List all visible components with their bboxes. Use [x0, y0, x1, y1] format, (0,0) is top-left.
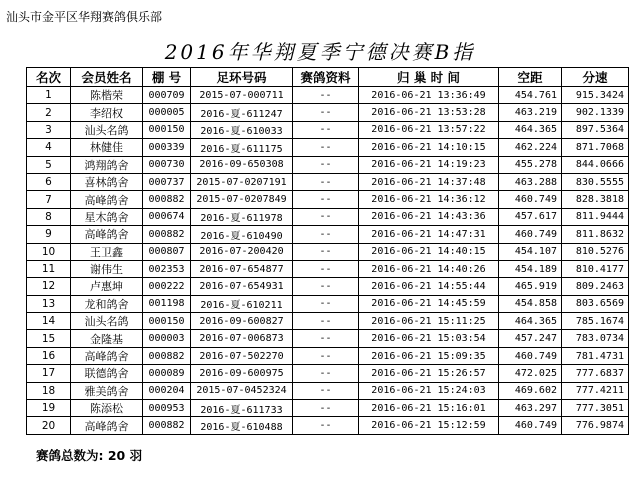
- member-cell: 喜林鸽舍: [71, 173, 143, 190]
- distance-cell: 454.761: [499, 87, 562, 104]
- loft-cell: 000339: [143, 139, 191, 156]
- loft-cell: 002353: [143, 260, 191, 277]
- loft-cell: 000222: [143, 278, 191, 295]
- speed-cell: 810.4177: [562, 260, 629, 277]
- loft-cell: 000807: [143, 243, 191, 260]
- table-row: [27, 260, 629, 277]
- member-cell: 汕头名鸽: [71, 313, 143, 330]
- arrival-cell: 2016-06-21 15:03:54: [359, 330, 499, 347]
- member-cell: 陈楷荣: [71, 87, 143, 104]
- speed-cell: 777.6837: [562, 365, 629, 382]
- member-cell: 雅美鸽舍: [71, 382, 143, 399]
- loft-cell: 000882: [143, 417, 191, 434]
- distance-cell: 454.189: [499, 260, 562, 277]
- arrival-cell: 2016-06-21 15:12:59: [359, 417, 499, 434]
- col-header-arrival: 归 巢 时 间: [359, 68, 499, 87]
- table-row: [27, 208, 629, 225]
- table-row: [27, 139, 629, 156]
- rank-cell: 5: [27, 156, 71, 173]
- ring-cell: 2016-夏-611175: [191, 139, 293, 156]
- arrival-cell: 2016-06-21 13:57:22: [359, 121, 499, 138]
- ring-cell: 2016-07-654931: [191, 278, 293, 295]
- arrival-cell: 2016-06-21 14:55:44: [359, 278, 499, 295]
- info-cell: --: [293, 400, 359, 417]
- table-row: [27, 226, 629, 243]
- rank-cell: 20: [27, 417, 71, 434]
- speed-cell: 897.5364: [562, 121, 629, 138]
- col-header-speed: 分速: [562, 68, 629, 87]
- member-cell: 汕头名鸽: [71, 121, 143, 138]
- ring-cell: 2016-夏-610490: [191, 226, 293, 243]
- ring-cell: 2015-07-0452324: [191, 382, 293, 399]
- arrival-cell: 2016-06-21 13:53:28: [359, 104, 499, 121]
- results-table: [26, 67, 629, 435]
- member-cell: 高峰鸽舍: [71, 417, 143, 434]
- info-cell: --: [293, 295, 359, 312]
- arrival-cell: 2016-06-21 15:09:35: [359, 347, 499, 364]
- distance-cell: 464.365: [499, 313, 562, 330]
- member-cell: 鸿翔鸽舍: [71, 156, 143, 173]
- info-cell: --: [293, 173, 359, 190]
- ring-cell: 2016-夏-611978: [191, 208, 293, 225]
- distance-cell: 460.749: [499, 226, 562, 243]
- speed-cell: 871.7068: [562, 139, 629, 156]
- arrival-cell: 2016-06-21 15:16:01: [359, 400, 499, 417]
- table-row: [27, 365, 629, 382]
- rank-cell: 9: [27, 226, 71, 243]
- arrival-cell: 2016-06-21 14:43:36: [359, 208, 499, 225]
- arrival-cell: 2016-06-21 13:36:49: [359, 87, 499, 104]
- loft-cell: 000882: [143, 191, 191, 208]
- speed-cell: 844.0666: [562, 156, 629, 173]
- loft-cell: 000005: [143, 104, 191, 121]
- results-body: [27, 87, 629, 435]
- speed-cell: 810.5276: [562, 243, 629, 260]
- distance-cell: 460.749: [499, 347, 562, 364]
- speed-cell: 828.3818: [562, 191, 629, 208]
- member-cell: 陈添松: [71, 400, 143, 417]
- distance-cell: 457.247: [499, 330, 562, 347]
- col-header-rank: 名次: [27, 68, 71, 87]
- member-cell: 星木鸽舍: [71, 208, 143, 225]
- distance-cell: 463.288: [499, 173, 562, 190]
- info-cell: --: [293, 347, 359, 364]
- ring-cell: 2016-夏-610211: [191, 295, 293, 312]
- ring-cell: 2016-09-600827: [191, 313, 293, 330]
- col-header-member: 会员姓名: [71, 68, 143, 87]
- distance-cell: 462.224: [499, 139, 562, 156]
- speed-cell: 830.5555: [562, 173, 629, 190]
- loft-cell: 000674: [143, 208, 191, 225]
- ring-cell: 2016-09-650308: [191, 156, 293, 173]
- speed-cell: 777.3051: [562, 400, 629, 417]
- info-cell: --: [293, 226, 359, 243]
- distance-cell: 454.858: [499, 295, 562, 312]
- table-row: [27, 278, 629, 295]
- loft-cell: 000204: [143, 382, 191, 399]
- speed-cell: 781.4731: [562, 347, 629, 364]
- arrival-cell: 2016-06-21 14:10:15: [359, 139, 499, 156]
- rank-cell: 15: [27, 330, 71, 347]
- info-cell: --: [293, 121, 359, 138]
- col-header-ring: 足环号码: [191, 68, 293, 87]
- arrival-cell: 2016-06-21 15:26:57: [359, 365, 499, 382]
- distance-cell: 463.219: [499, 104, 562, 121]
- distance-cell: 454.107: [499, 243, 562, 260]
- distance-cell: 460.749: [499, 417, 562, 434]
- distance-cell: 460.749: [499, 191, 562, 208]
- table-row: [27, 382, 629, 399]
- speed-cell: 902.1339: [562, 104, 629, 121]
- info-cell: --: [293, 313, 359, 330]
- ring-cell: 2016-09-600975: [191, 365, 293, 382]
- loft-cell: 000089: [143, 365, 191, 382]
- ring-cell: 2016-07-200420: [191, 243, 293, 260]
- loft-cell: 000003: [143, 330, 191, 347]
- speed-cell: 783.0734: [562, 330, 629, 347]
- speed-cell: 809.2463: [562, 278, 629, 295]
- page-title: 2016年华翔夏季宁德决赛B指: [164, 40, 476, 64]
- info-cell: --: [293, 156, 359, 173]
- ring-cell: 2016-07-654877: [191, 260, 293, 277]
- distance-cell: 457.617: [499, 208, 562, 225]
- table-row: [27, 156, 629, 173]
- member-cell: 龙和鸽舍: [71, 295, 143, 312]
- table-row: [27, 417, 629, 434]
- ring-cell: 2016-夏-611733: [191, 400, 293, 417]
- distance-cell: 455.278: [499, 156, 562, 173]
- loft-cell: 000730: [143, 156, 191, 173]
- table-row: [27, 104, 629, 121]
- loft-cell: 000737: [143, 173, 191, 190]
- speed-cell: 785.1674: [562, 313, 629, 330]
- speed-cell: 915.3424: [562, 87, 629, 104]
- ring-cell: 2016-夏-610033: [191, 121, 293, 138]
- arrival-cell: 2016-06-21 14:37:48: [359, 173, 499, 190]
- rank-cell: 1: [27, 87, 71, 104]
- col-header-loft: 棚 号: [143, 68, 191, 87]
- rank-cell: 12: [27, 278, 71, 295]
- col-header-info: 赛鸽资料: [293, 68, 359, 87]
- ring-cell: 2015-07-000711: [191, 87, 293, 104]
- info-cell: --: [293, 104, 359, 121]
- member-cell: 联德鸽舍: [71, 365, 143, 382]
- table-row: [27, 400, 629, 417]
- info-cell: --: [293, 260, 359, 277]
- loft-cell: 000150: [143, 313, 191, 330]
- arrival-cell: 2016-06-21 14:47:31: [359, 226, 499, 243]
- rank-cell: 13: [27, 295, 71, 312]
- table-row: [27, 173, 629, 190]
- rank-cell: 7: [27, 191, 71, 208]
- loft-cell: 000953: [143, 400, 191, 417]
- loft-cell: 000709: [143, 87, 191, 104]
- ring-cell: 2015-07-0207191: [191, 173, 293, 190]
- member-cell: 高峰鸽舍: [71, 191, 143, 208]
- ring-cell: 2016-夏-610488: [191, 417, 293, 434]
- distance-cell: 464.365: [499, 121, 562, 138]
- distance-cell: 465.919: [499, 278, 562, 295]
- arrival-cell: 2016-06-21 14:36:12: [359, 191, 499, 208]
- loft-cell: 000882: [143, 226, 191, 243]
- rank-cell: 11: [27, 260, 71, 277]
- arrival-cell: 2016-06-21 14:19:23: [359, 156, 499, 173]
- table-row: [27, 295, 629, 312]
- distance-cell: 463.297: [499, 400, 562, 417]
- info-cell: --: [293, 330, 359, 347]
- ring-cell: 2016-07-006873: [191, 330, 293, 347]
- member-cell: 高峰鸽舍: [71, 226, 143, 243]
- speed-cell: 803.6569: [562, 295, 629, 312]
- info-cell: --: [293, 139, 359, 156]
- rank-cell: 10: [27, 243, 71, 260]
- arrival-cell: 2016-06-21 14:40:15: [359, 243, 499, 260]
- table-row: [27, 243, 629, 260]
- rank-cell: 16: [27, 347, 71, 364]
- speed-cell: 811.8632: [562, 226, 629, 243]
- distance-cell: 469.602: [499, 382, 562, 399]
- info-cell: --: [293, 278, 359, 295]
- rank-cell: 8: [27, 208, 71, 225]
- arrival-cell: 2016-06-21 14:45:59: [359, 295, 499, 312]
- loft-cell: 000150: [143, 121, 191, 138]
- arrival-cell: 2016-06-21 15:24:03: [359, 382, 499, 399]
- member-cell: 王卫鑫: [71, 243, 143, 260]
- rank-cell: 3: [27, 121, 71, 138]
- rank-cell: 19: [27, 400, 71, 417]
- rank-cell: 17: [27, 365, 71, 382]
- speed-cell: 777.4211: [562, 382, 629, 399]
- rank-cell: 2: [27, 104, 71, 121]
- info-cell: --: [293, 243, 359, 260]
- info-cell: --: [293, 382, 359, 399]
- member-cell: 金隆基: [71, 330, 143, 347]
- table-row: [27, 330, 629, 347]
- arrival-cell: 2016-06-21 14:40:26: [359, 260, 499, 277]
- loft-cell: 000882: [143, 347, 191, 364]
- club-name: 汕头市金平区华翔赛鸽俱乐部: [6, 10, 163, 24]
- ring-cell: 2016-07-502270: [191, 347, 293, 364]
- member-cell: 谢伟生: [71, 260, 143, 277]
- info-cell: --: [293, 417, 359, 434]
- info-cell: --: [293, 87, 359, 104]
- table-row: [27, 87, 629, 104]
- member-cell: 李绍权: [71, 104, 143, 121]
- rank-cell: 14: [27, 313, 71, 330]
- speed-cell: 811.9444: [562, 208, 629, 225]
- total-count: 赛鸽总数为: 20 羽: [36, 448, 143, 463]
- table-row: [27, 121, 629, 138]
- rank-cell: 18: [27, 382, 71, 399]
- ring-cell: 2016-夏-611247: [191, 104, 293, 121]
- info-cell: --: [293, 208, 359, 225]
- info-cell: --: [293, 191, 359, 208]
- distance-cell: 472.025: [499, 365, 562, 382]
- table-row: [27, 347, 629, 364]
- member-cell: 高峰鸽舍: [71, 347, 143, 364]
- ring-cell: 2015-07-0207849: [191, 191, 293, 208]
- table-row: [27, 313, 629, 330]
- member-cell: 卢惠坤: [71, 278, 143, 295]
- info-cell: --: [293, 365, 359, 382]
- member-cell: 林健佳: [71, 139, 143, 156]
- loft-cell: 001198: [143, 295, 191, 312]
- speed-cell: 776.9874: [562, 417, 629, 434]
- col-header-distance: 空距: [499, 68, 562, 87]
- table-row: [27, 191, 629, 208]
- rank-cell: 4: [27, 139, 71, 156]
- rank-cell: 6: [27, 173, 71, 190]
- header-row: [27, 68, 629, 87]
- arrival-cell: 2016-06-21 15:11:25: [359, 313, 499, 330]
